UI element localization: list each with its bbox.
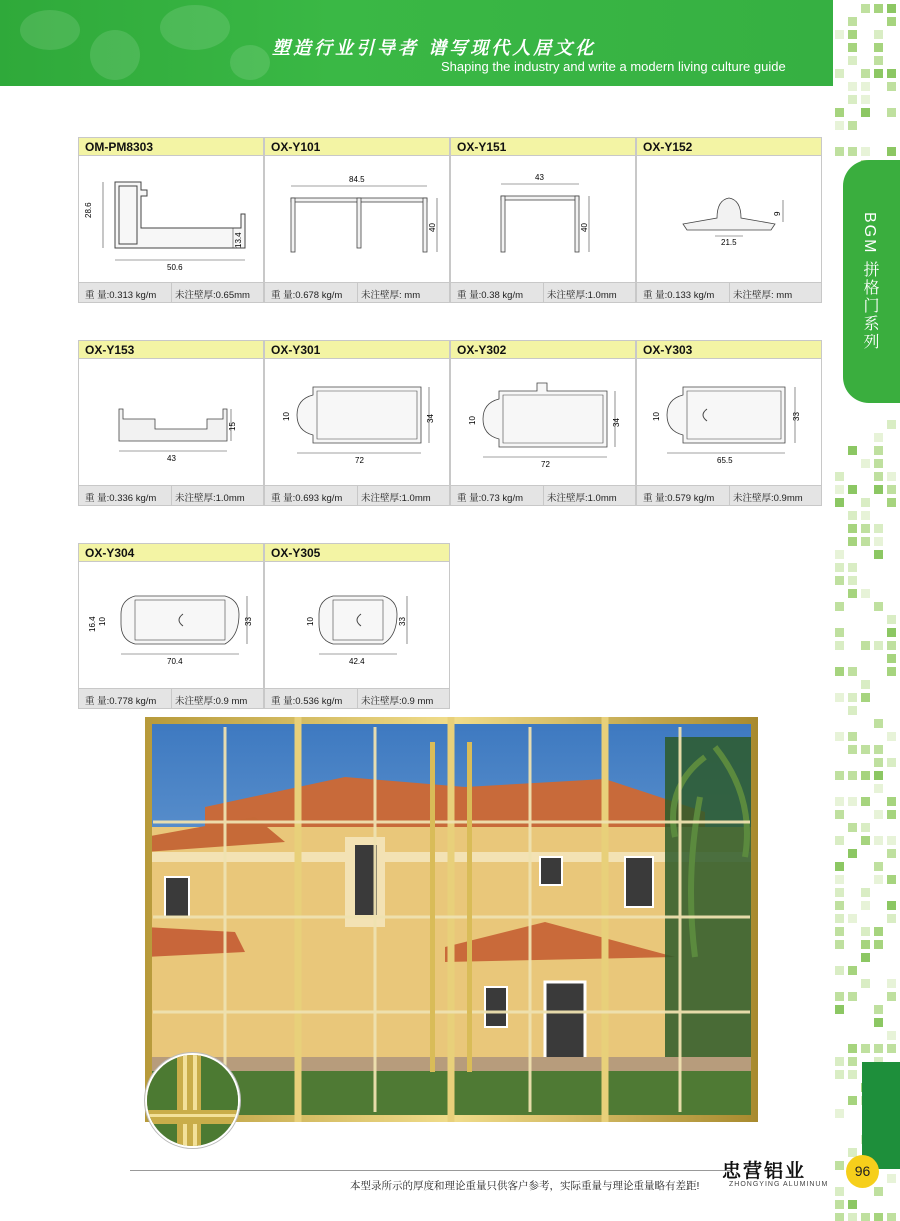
spec-row [79,688,263,708]
weight-spec: 重 量:0.678 kg/m [271,290,343,301]
series-label: BGM 拼格门系列 [861,212,878,351]
profile-drawing [451,156,635,282]
profile-drawing [637,359,821,485]
spec-row [79,282,263,302]
dimension-label: 65.5 [717,456,733,465]
thickness-spec: 未注壁厚:0.9 mm [361,696,434,707]
slogan-chinese: 塑造行业引导者 谱写现代人居文化 [272,38,597,59]
thickness-spec: 未注壁厚:1.0mm [547,290,617,301]
thickness-spec: 未注壁厚:1.0mm [361,493,431,504]
profile-card-om-pm8303 [78,137,264,303]
dimension-label: 34 [612,418,621,427]
thickness-spec: 未注壁厚: mm [733,290,793,301]
page-number-badge: 96 [846,1155,879,1188]
spec-row [451,282,635,302]
profile-drawing [265,359,449,485]
dimension-label: 10 [468,416,477,425]
dimension-label: 16.4 [88,616,97,632]
profile-card-ox-y101 [264,137,450,303]
dimension-label: 10 [282,412,291,421]
dimension-label: 72 [355,456,364,465]
dimension-label: 13.4 [234,232,243,248]
header-banner [0,0,833,86]
dimension-label: 10 [652,412,661,421]
profile-card-ox-y301 [264,340,450,506]
slogan-english: Shaping the industry and write a modern living culture guide [441,59,786,74]
spec-row [265,282,449,302]
dimension-label: 21.5 [721,238,737,247]
weight-spec: 重 量:0.693 kg/m [271,493,343,504]
profile-code: OX-Y302 [451,341,635,359]
dimension-label: 33 [398,617,407,626]
spec-row [637,282,821,302]
profile-card-ox-y153 [78,340,264,506]
profile-code: OX-Y303 [637,341,821,359]
profile-drawing [265,562,449,688]
profile-code: OM-PM8303 [79,138,263,156]
profile-card-ox-y151 [450,137,636,303]
spec-row [637,485,821,505]
profile-drawing [265,156,449,282]
dimension-label: 10 [306,617,315,626]
weight-spec: 重 量:0.313 kg/m [85,290,157,301]
profile-drawing [79,359,263,485]
dimension-label: 9 [773,211,782,216]
dimension-label: 28.6 [84,202,93,218]
disclaimer-text: 本型录所示的厚度和理论重量只供客户参考，实际重量与理论重量略有差距! [350,1180,700,1192]
profile-code: OX-Y151 [451,138,635,156]
weight-spec: 重 量:0.38 kg/m [457,290,523,301]
spec-row [265,688,449,708]
weight-spec: 重 量:0.579 kg/m [643,493,715,504]
profile-card-ox-y304 [78,543,264,709]
weight-spec: 重 量:0.133 kg/m [643,290,715,301]
dimension-label: 40 [580,223,589,232]
dimension-label: 72 [541,460,550,469]
dimension-label: 70.4 [167,657,183,666]
spec-row [79,485,263,505]
side-green-block [862,1062,900,1169]
profile-code: OX-Y305 [265,544,449,562]
spec-row [265,485,449,505]
profile-drawing [79,562,263,688]
grid-door-product-image [145,717,758,1122]
profile-code: OX-Y304 [79,544,263,562]
thickness-spec: 未注壁厚:0.65mm [175,290,250,301]
profile-drawing [637,156,821,282]
dimension-label: 84.5 [349,175,365,184]
thickness-spec: 未注壁厚:1.0mm [547,493,617,504]
dimension-label: 50.6 [167,263,183,272]
profile-card-ox-y305 [264,543,450,709]
dimension-label: 10 [98,617,107,626]
profile-code: OX-Y301 [265,341,449,359]
weight-spec: 重 量:0.336 kg/m [85,493,157,504]
profile-code: OX-Y101 [265,138,449,156]
weight-spec: 重 量:0.73 kg/m [457,493,523,504]
weight-spec: 重 量:0.778 kg/m [85,696,157,707]
frame-detail-inset [145,1053,240,1148]
dimension-label: 43 [167,454,176,463]
dimension-label: 40 [428,223,437,232]
dimension-label: 34 [426,414,435,423]
spec-row [451,485,635,505]
brand-name: 忠营铝业 [722,1161,807,1182]
thickness-spec: 未注壁厚:0.9mm [733,493,803,504]
dimension-label: 43 [535,173,544,182]
thickness-spec: 未注壁厚:0.9 mm [175,696,248,707]
profile-drawing [451,359,635,485]
profile-drawing [79,156,263,282]
profile-card-ox-y303 [636,340,822,506]
profile-card-ox-y302 [450,340,636,506]
footer-divider [130,1170,730,1171]
weight-spec: 重 量:0.536 kg/m [271,696,343,707]
dimension-label: 33 [792,412,801,421]
thickness-spec: 未注壁厚:1.0mm [175,493,245,504]
dimension-label: 42.4 [349,657,365,666]
profile-card-ox-y152 [636,137,822,303]
profile-code: OX-Y152 [637,138,821,156]
thickness-spec: 未注壁厚: mm [361,290,421,301]
profile-code: OX-Y153 [79,341,263,359]
dimension-label: 33 [244,617,253,626]
dimension-label: 15 [228,422,237,431]
brand-name-english: ZHONGYING ALUMINUM [729,1181,829,1188]
